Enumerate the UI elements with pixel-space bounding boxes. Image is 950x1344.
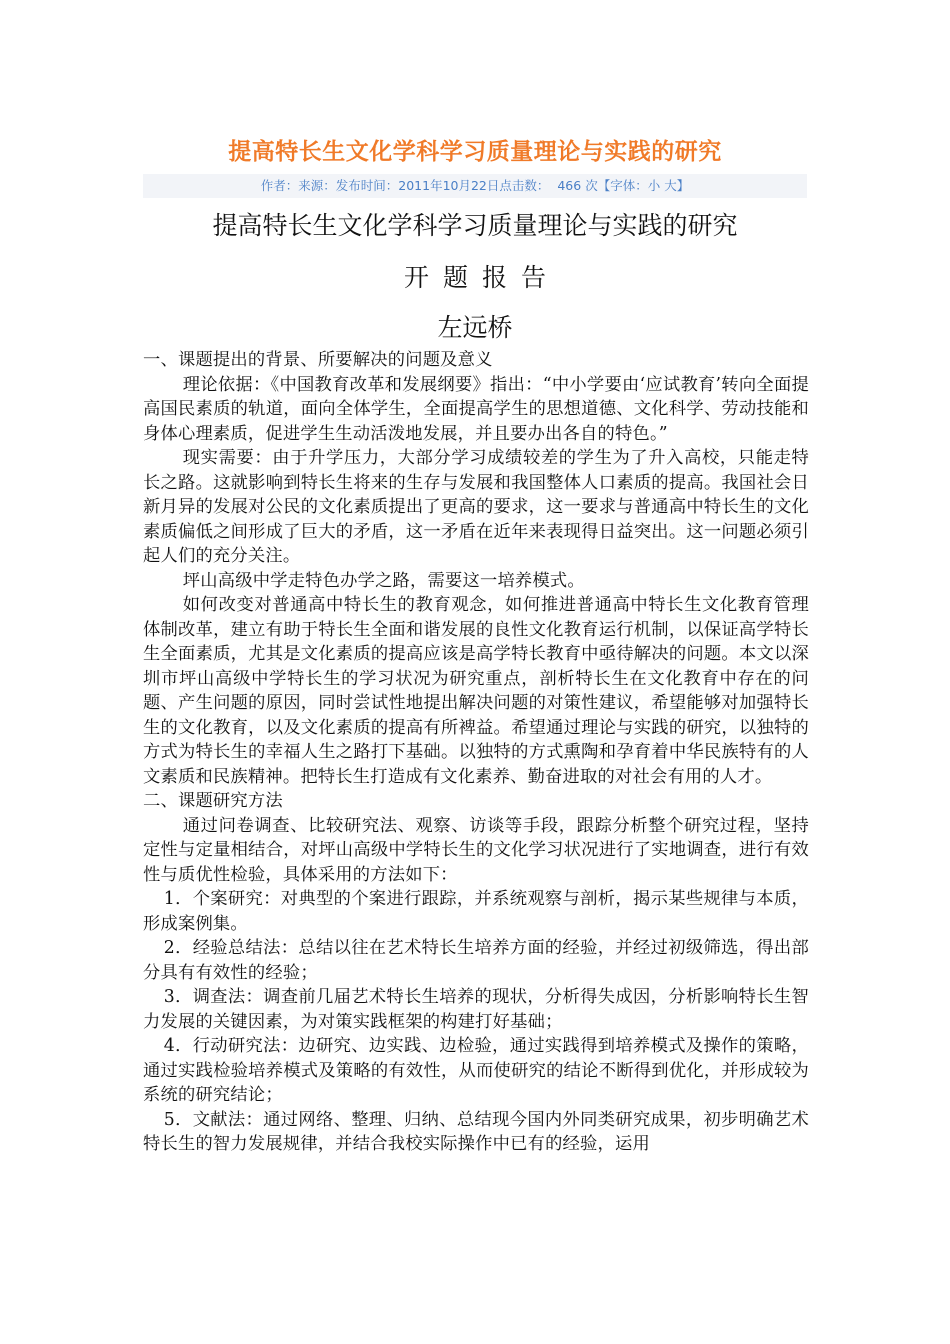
method-item: 4．行动研究法：边研究、边实践、边检验，通过实践得到培养模式及操作的策略，通过实践检验培养模式及策略的有效性，从而使研究的结论不断得到优化，并形成较为系统的研究结论； [143,1036,809,1105]
method-item: 3．调查法：调查前几届艺术特长生培养的现状，分析得失成因，分析影响特长生智力发展的关键因素，为对策实践框架的构建打好基础； [143,987,809,1032]
font-size-large-link[interactable]: 大 [664,178,677,193]
document-author: 左远桥 [437,313,513,342]
body-paragraph: 通过问卷调查、比较研究法、观察、访谈等手段，跟踪分析整个研究过程，坚持定性与定量相结合，对坪山高级中学特长生的文化学习状况进行了实地调查，进行有效性与质优性检验，具体采用的方法如下： [143,815,809,885]
document-title: 提高特长生文化学科学习质量理论与实践的研究 [212,211,738,240]
clicks-label: 点击数： [499,178,550,193]
section-heading: 二、课题研究方法 [143,791,283,811]
clicks-unit: 次 [585,178,598,193]
publish-date: 2011年10月22日 [398,178,500,193]
method-item: 2．经验总结法：总结以往在艺术特长生培养方面的经验，并经过初级筛选，得出部分具有有效性的经验； [143,938,809,983]
web-article-title: 提高特长生文化学科学习质量理论与实践的研究 [228,139,722,165]
author-label: 作者： [260,178,299,193]
font-size-label-open: 【字体： [597,178,648,193]
source-label: 来源： [298,178,336,193]
font-size-small-link[interactable]: 小 [647,178,661,193]
body-paragraph: 如何改变对普通高中特长生的教育观念，如何推进普通高中特长生文化教育管理体制改革，建立有助于特长生全面和谐发展的良性文化教育运行机制，以保证高学特长生全面素质，尤其是文化素质的提高应该是高学特长教育中亟待解决的问题。本文以深圳市坪山高级中学特长生的学习状况为研究重点，剖析特长生在文化教育中存在的问题、产生问题的原因，同时尝试性地提出解决问题的对策性建议，希望能够对加强特长生的文化教育，以及文化素质的提高有所裨益。希望通过理论与实践的研究，以独特的方式为特长生的幸福人生之路打下基础。以独特的方式熏陶和孕育着中华民族特有的人文素质和民族精神。把特长生打造成有文化素养、勤奋进取的对社会有用的人才。 [143,595,809,787]
body-paragraph: 现实需要：由于升学压力，大部分学习成绩较差的学生为了升入高校，只能走特长之路。这就影响到特长生将来的生存与发展和我国整体人口素质的提高。我国社会日新月异的发展对公民的文化素质提出了更高的要求，这一要求与普通高中特长生的文化素质偏低之间形成了巨大的矛盾，这一矛盾在近年来表现得日益突出。这一问题必须引起人们的充分关注。 [143,448,809,566]
section-heading: 一、课题提出的背景、所要解决的问题及意义 [143,350,493,370]
document-subtitle: 开题报告 [403,263,560,292]
body-paragraph: 坪山高级中学走特色办学之路，需要这一培养模式。 [182,570,585,591]
body-paragraph: 理论依据：《中国教育改革和发展纲要》指出：“中小学要由‘应试教育’转向全面提高国民素质的轨道，面向全体学生，全面提高学生的思想道德、文化科学、劳动技能和身体心理素质，促进学生生动活泼地发展，并且要办出各自的特色。” [143,374,809,444]
method-item: 1．个案研究：对典型的个案进行跟踪，并系统观察与剖析，揭示某些规律与本质，形成案例集。 [143,889,809,934]
font-size-label-close: 】 [676,178,690,193]
clicks-count: 466 [557,178,582,193]
publish-time-label: 发布时间： [335,178,399,193]
article-meta-bar [143,174,807,198]
method-item: 5．文献法：通过网络、整理、归纳、总结现今国内外同类研究成果，初步明确艺术特长生的智力发展规律，并结合我校实际操作中已有的经验，运用 [143,1109,809,1154]
document-body [143,348,809,1157]
